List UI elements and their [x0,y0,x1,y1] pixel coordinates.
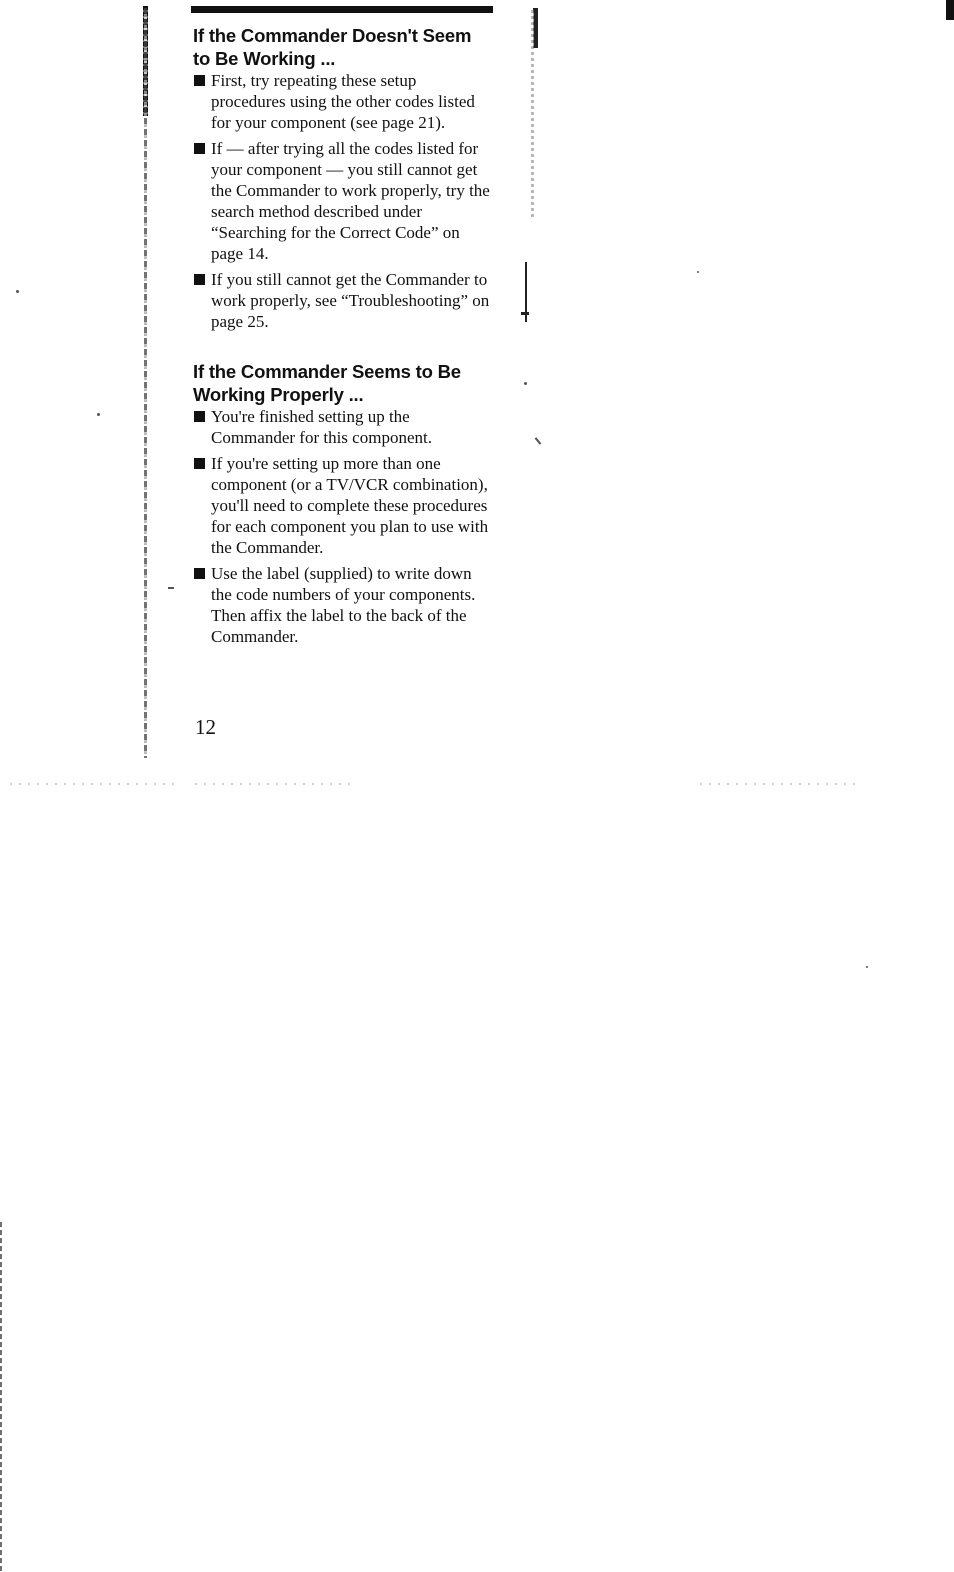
square-bullet-icon [194,143,205,154]
square-bullet-icon [194,568,205,579]
scan-right-edge [531,10,534,220]
scan-speck [16,290,19,293]
scan-noise [10,783,180,785]
list-item [193,70,493,133]
list-item [193,563,493,647]
bullet-list [193,406,493,647]
list-item [193,269,493,332]
square-bullet-icon [194,75,205,86]
scan-speck [524,382,527,385]
list-item-text: If you still cannot get the Commander to work properly, see “Troubleshooting” on page 25. [211,270,490,331]
scan-speck [97,413,100,416]
bullet-list [193,70,493,332]
scan-binding-edge [144,8,147,758]
square-bullet-icon [194,458,205,469]
list-item-text: Use the label (supplied) to write down the code numbers of your components. Then affix the label to the back of the Commander. [211,564,476,646]
scan-right-tick-foot [521,312,529,315]
square-bullet-icon [194,411,205,422]
list-item-text: If — after trying all the codes listed for your component — you still cannot get the Commander to work properly, try the search method described under “Searching for the Correct Code” on page 14. [211,139,490,263]
scan-far-left-edge [0,1222,2,1572]
page-number: 12 [195,715,216,739]
square-bullet-icon [194,274,205,285]
list-item-text: If you're setting up more than one component (or a TV/VCR combination), you'll need to complete these procedures for each component you plan to use with the Commander. [211,454,489,557]
list-item-text: You're finished setting up the Commander for this component. [211,407,432,447]
list-item [193,406,493,448]
section-heading: If the Commander Doesn't Seem to Be Working ... [193,25,472,69]
scan-corner-mark [946,0,954,20]
scan-speck [866,966,868,968]
list-item-text: First, try repeating these setup procedures using the other codes listed for your component (see page 21). [211,71,475,132]
scan-speck [697,271,699,273]
list-item [193,138,493,264]
scan-speck [535,437,542,444]
scan-speck [168,587,174,589]
scan-noise [195,783,355,785]
scan-noise [700,783,860,785]
section-heading: If the Commander Seems to Be Working Properly ... [193,361,461,405]
list-item [193,453,493,558]
top-rule [191,6,493,13]
content-column [193,24,493,652]
